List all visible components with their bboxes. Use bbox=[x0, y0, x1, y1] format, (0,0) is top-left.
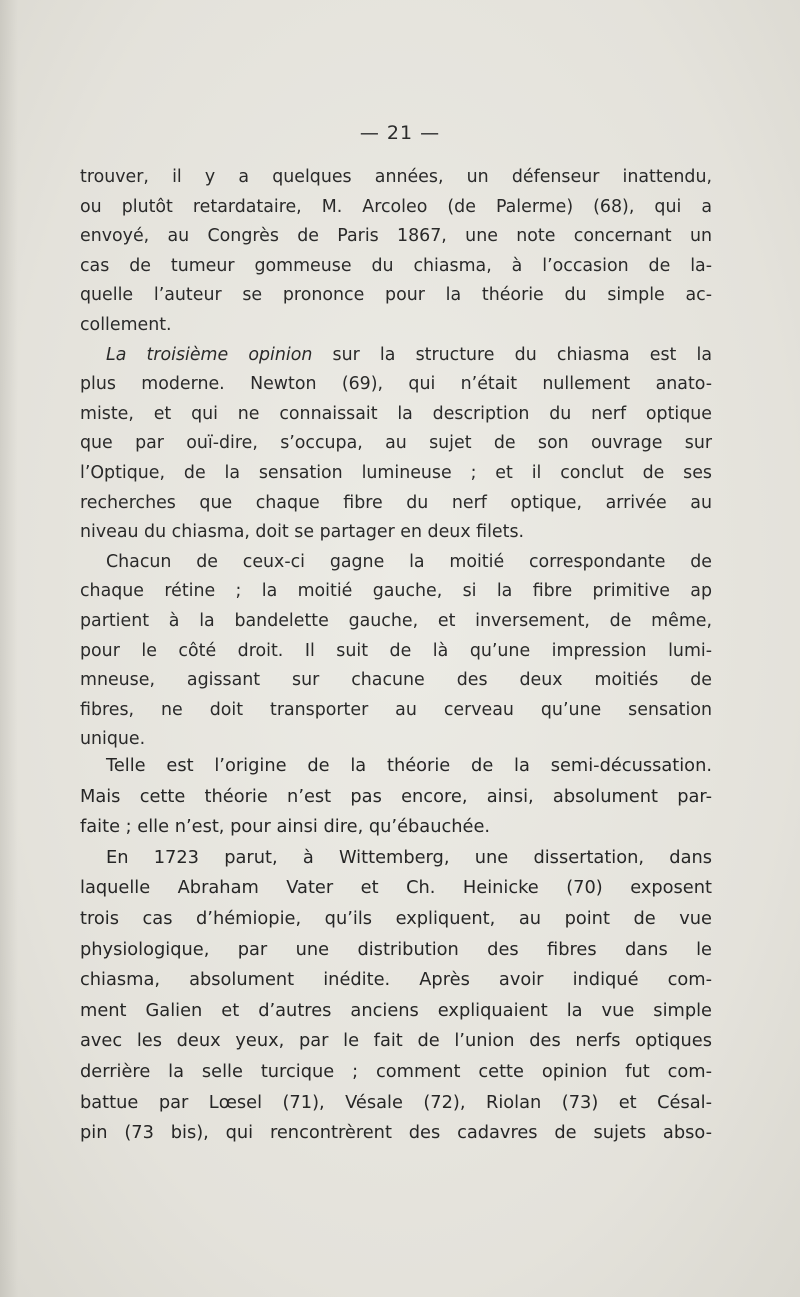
text-line: avec les deux yeux, par le fait de l’union des nerfs optiques bbox=[80, 1030, 712, 1052]
page-number: — 21 — bbox=[359, 122, 441, 144]
text-line: chaque rétine ; la moitié gauche, si la fibre primitive ap bbox=[80, 581, 712, 602]
text-line: recherches que chaque fibre du nerf optique, arrivée au bbox=[80, 492, 712, 513]
text-line: battue par Lœsel (71), Vésale (72), Riolan (73) et Césal- bbox=[80, 1091, 712, 1113]
text-line: fibres, ne doit transporter au cerveau qu’une sensation bbox=[80, 699, 712, 720]
upper-text-block bbox=[80, 163, 712, 755]
text-line: ou plutôt retardataire, M. Arcoleo (de Palerme) (68), qui a bbox=[80, 196, 712, 217]
text-line: que par ouï-dire, s’occupa, au sujet de son ouvrage sur bbox=[80, 433, 712, 454]
text-line: En 1723 parut, à Wittemberg, une dissertation, dans bbox=[106, 846, 712, 868]
text-line: trois cas d’hémiopie, qu’ils expliquent, au point de vue bbox=[80, 907, 712, 929]
lower-text-block bbox=[80, 751, 712, 1149]
text-line: plus moderne. Newton (69), qui n’était nullement anato- bbox=[80, 374, 712, 395]
text-line: partient à la bandelette gauche, et inversement, de même, bbox=[80, 610, 712, 631]
text-line: laquelle Abraham Vater et Ch. Heinicke (70) exposent bbox=[80, 877, 712, 899]
text-line: pour le côté droit. Il suit de là qu’une impression lumi- bbox=[80, 640, 712, 661]
text-line: derrière la selle turcique ; comment cette opinion fut com- bbox=[80, 1060, 712, 1082]
page-edge-shadow bbox=[0, 0, 18, 1297]
text-line: ment Galien et d’autres anciens expliquaient la vue simple bbox=[80, 999, 712, 1021]
text-line: l’Optique, de la sensation lumineuse ; et il conclut de ses bbox=[80, 462, 712, 483]
text-line bbox=[80, 341, 712, 371]
text-line: collement. bbox=[80, 314, 172, 335]
text-line: unique. bbox=[80, 729, 146, 750]
text-line: niveau du chiasma, doit se partager en deux filets. bbox=[80, 522, 525, 543]
line-rest: sur la structure du chiasma est la bbox=[312, 344, 712, 365]
italic-phrase: La troisième opinion bbox=[106, 344, 313, 365]
text-line: Chacun de ceux-ci gagne la moitié correspondante de bbox=[106, 551, 712, 572]
text-line: Telle est l’origine de la théorie de la semi-décussation. bbox=[106, 755, 712, 776]
text-line: faite ; elle n’est, pour ainsi dire, qu’ébauchée. bbox=[80, 816, 491, 838]
text-line: cas de tumeur gommeuse du chiasma, à l’occasion de la- bbox=[80, 255, 712, 276]
text-line: quelle l’auteur se prononce pour la théorie du simple ac- bbox=[80, 285, 712, 306]
text-line: miste, et qui ne connaissait la description du nerf optique bbox=[80, 403, 712, 424]
text-line: Mais cette théorie n’est pas encore, ainsi, absolument par- bbox=[80, 785, 712, 807]
text-line: envoyé, au Congrès de Paris 1867, une note concernant un bbox=[80, 226, 712, 247]
text-line: chiasma, absolument inédite. Après avoir indiqué com- bbox=[80, 969, 712, 991]
text-line: pin (73 bis), qui rencontrèrent des cadavres de sujets abso- bbox=[80, 1122, 712, 1144]
text-line: trouver, il y a quelques années, un défenseur inattendu, bbox=[80, 167, 712, 187]
text-line: mneuse, agissant sur chacune des deux moitiés de bbox=[80, 670, 712, 691]
text-line: physiologique, par une distribution des fibres dans le bbox=[80, 938, 712, 960]
